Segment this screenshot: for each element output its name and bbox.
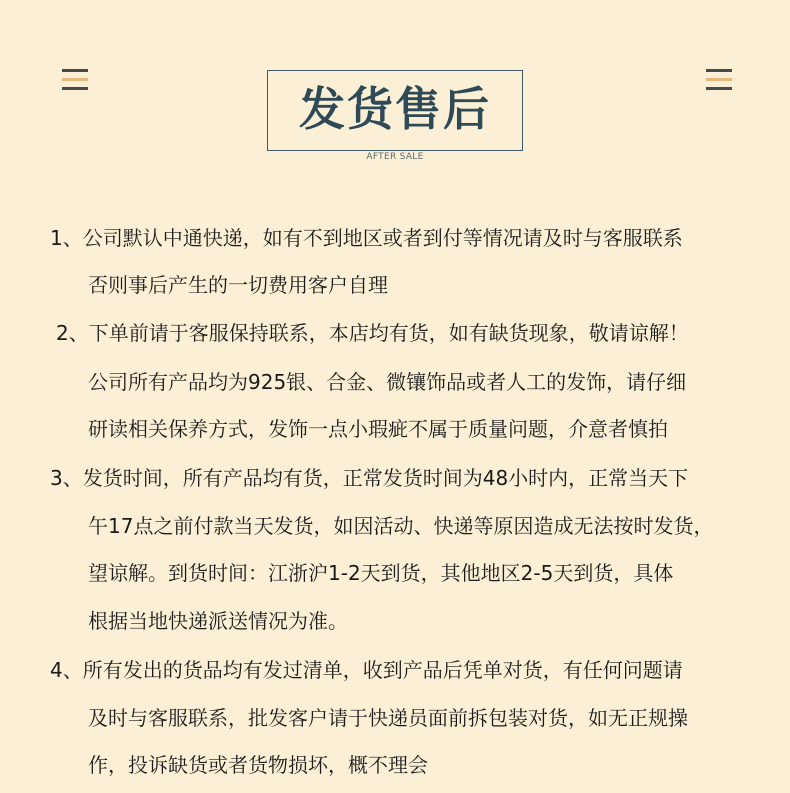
page-title: 发货售后	[299, 82, 491, 136]
menu-lines-icon-left	[62, 69, 88, 91]
notice-line: 及时与客服联系，批发客户请于快递员面前拆包装对货，如无正规操	[88, 706, 688, 730]
title-box	[267, 70, 523, 162]
notice-line: 根据当地快递派送情况为准。	[88, 609, 348, 633]
notice-line: 否则事后产生的一切费用客户自理	[88, 273, 388, 297]
notice-line: 研读相关保养方式，发饰一点小瑕疵不属于质量问题，介意者慎拍	[88, 417, 668, 441]
notice-line: 午17点之前付款当天发货，如因活动、快递等原因造成无法按时发货，	[88, 514, 714, 538]
notice-line: 作，投诉缺货或者货物损坏，概不理会	[88, 753, 428, 777]
notice-line: 1、公司默认中通快递，如有不到地区或者到付等情况请及时与客服联系	[50, 226, 683, 250]
notice-line: 公司所有产品均为925银、合金、微镶饰品或者人工的发饰，请仔细	[88, 370, 687, 394]
notice-line: 2、下单前请于客服保持联系，本店均有货，如有缺货现象，敬请谅解！	[56, 321, 689, 345]
page-subtitle: AFTER SALE	[360, 151, 429, 163]
menu-lines-icon-right	[706, 69, 732, 91]
notice-line: 望谅解。到货时间：江浙沪1-2天到货，其他地区2-5天到货，具体	[88, 561, 674, 585]
notice-line: 3、发货时间，所有产品均有货，正常发货时间为48小时内，正常当天下	[50, 466, 689, 490]
notice-line: 4、所有发出的货品均有发过清单，收到产品后凭单对货，有任何问题请	[50, 658, 683, 682]
